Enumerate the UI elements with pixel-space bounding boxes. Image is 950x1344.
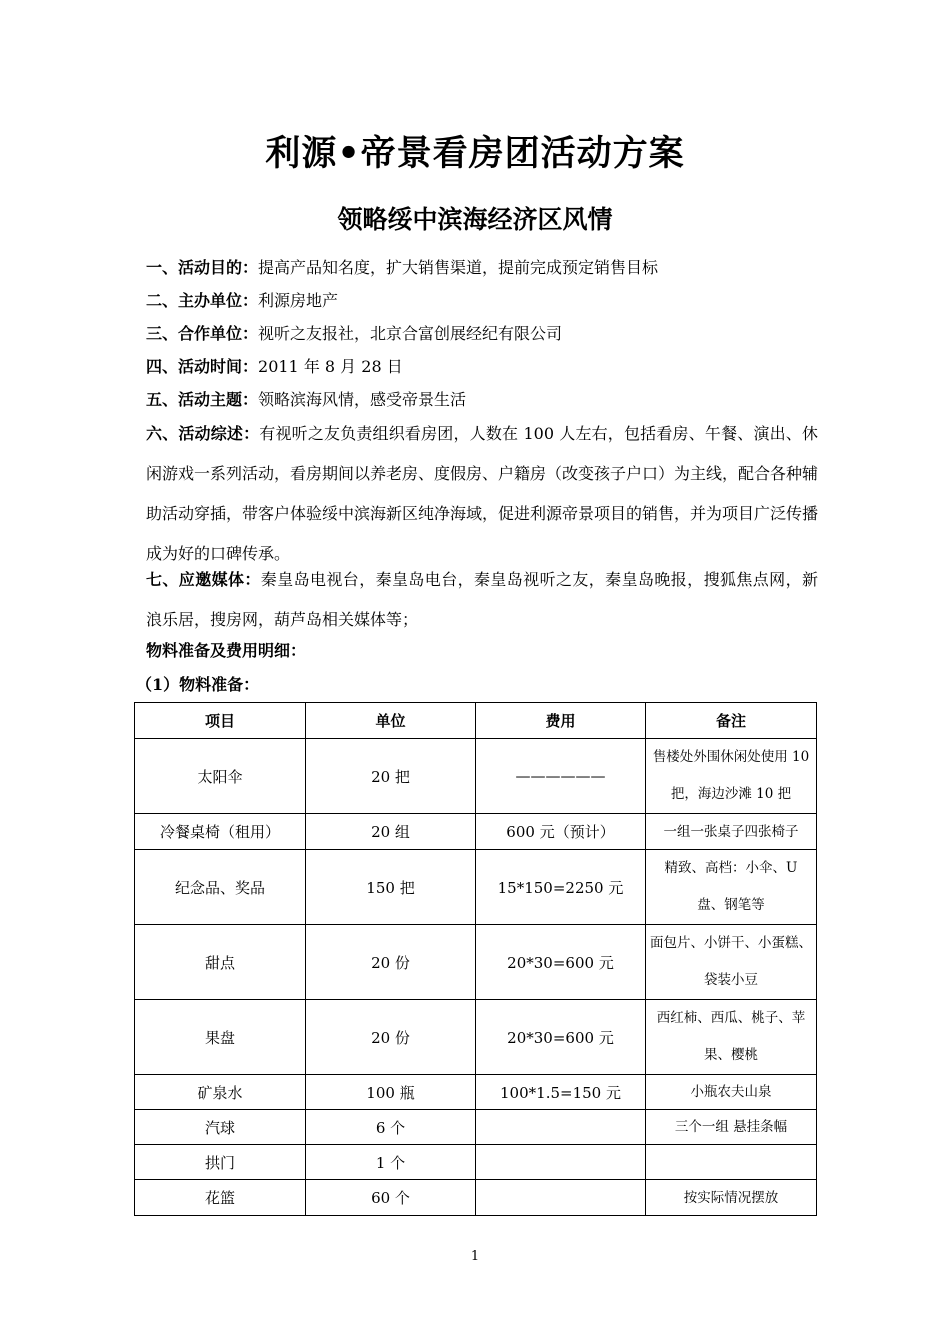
cell-cost <box>476 1145 646 1180</box>
cell-note <box>646 1145 817 1180</box>
section-partners <box>146 324 818 344</box>
cell-cost: 20*30=600 元 <box>476 1000 646 1075</box>
section-organizer <box>146 291 818 311</box>
section-overview <box>146 414 818 574</box>
cell-cost: 20*30=600 元 <box>476 925 646 1000</box>
section-text: 利源房地产 <box>258 291 339 310</box>
cell-unit: 150 把 <box>306 850 476 925</box>
section-date <box>146 357 818 377</box>
table-row <box>135 850 817 925</box>
materials-subheading: （1）物料准备： <box>136 675 260 694</box>
cell-cost: —————— <box>476 739 646 814</box>
section-purpose <box>146 258 818 278</box>
cell-cost <box>476 1110 646 1145</box>
cell-item: 汽球 <box>135 1110 306 1145</box>
cell-unit: 60 个 <box>306 1180 476 1216</box>
section-label: 二、主办单位： <box>146 291 259 310</box>
cell-item: 果盘 <box>135 1000 306 1075</box>
cell-cost <box>476 1180 646 1216</box>
cell-note: 小瓶农夫山泉 <box>646 1075 817 1110</box>
cell-note: 西红柿、西瓜、桃子、苹果、樱桃 <box>646 1000 817 1075</box>
section-text: 有视听之友负责组织看房团，人数在 100 人左右，包括看房、午餐、演出、休闲游戏一系列活动，看房期间以养老房、度假房、户籍房（改变孩子户口）为主线，配合各种辅助活动穿插，带客户体验绥中滨海新区纯净海域，促进利源帝景项目的销售，并为项目广泛传播成为好的口碑传承。 <box>146 424 819 563</box>
section-label: 六、活动综述： <box>146 424 260 443</box>
table-row <box>135 1075 817 1110</box>
cell-item: 太阳伞 <box>135 739 306 814</box>
header-cost: 费用 <box>476 703 646 739</box>
section-text: 视听之友报社，北京合富创展经纪有限公司 <box>258 324 563 343</box>
table-row <box>135 814 817 850</box>
materials-heading: 物料准备及费用明细： <box>146 641 307 660</box>
table-row <box>135 1145 817 1180</box>
cell-item: 矿泉水 <box>135 1075 306 1110</box>
table-row <box>135 1000 817 1075</box>
section-text: 领略滨海风情，感受帝景生活 <box>258 390 467 409</box>
cell-cost: 600 元（预计） <box>476 814 646 850</box>
section-text: 提高产品知名度，扩大销售渠道，提前完成预定销售目标 <box>258 258 659 277</box>
document-title: 利源•帝景看房团活动方案 <box>265 133 685 174</box>
cell-note: 售楼处外围休闲处使用 10 把，海边沙滩 10 把 <box>646 739 817 814</box>
table-row <box>135 1110 817 1145</box>
cell-note: 一组一张桌子四张椅子 <box>646 814 817 850</box>
cell-item: 花篮 <box>135 1180 306 1216</box>
cell-cost: 100*1.5=150 元 <box>476 1075 646 1110</box>
table-row <box>135 1180 817 1216</box>
section-label: 三、合作单位： <box>146 324 259 343</box>
cell-unit: 100 瓶 <box>306 1075 476 1110</box>
cell-unit: 20 组 <box>306 814 476 850</box>
header-item: 项目 <box>135 703 306 739</box>
cell-note: 按实际情况摆放 <box>646 1180 817 1216</box>
section-text: 秦皇岛电视台，秦皇岛电台，秦皇岛视听之友，秦皇岛晚报，搜狐焦点网，新浪乐居，搜房网，葫芦岛相关媒体等； <box>146 570 818 629</box>
cell-item: 冷餐桌椅（租用） <box>135 814 306 850</box>
section-label: 一、活动目的： <box>146 258 259 277</box>
cell-item: 拱门 <box>135 1145 306 1180</box>
table-row <box>135 925 817 1000</box>
cell-note: 三个一组 悬挂条幅 <box>646 1110 817 1145</box>
section-theme <box>146 390 818 410</box>
section-label: 五、活动主题： <box>146 390 259 409</box>
cell-cost: 15*150=2250 元 <box>476 850 646 925</box>
cell-unit: 6 个 <box>306 1110 476 1145</box>
section-text: 2011 年 8 月 28 日 <box>258 357 403 376</box>
cell-unit: 1 个 <box>306 1145 476 1180</box>
cell-item: 纪念品、奖品 <box>135 850 306 925</box>
document-subtitle: 领略绥中滨海经济区风情 <box>337 205 613 234</box>
section-label: 七、应邀媒体： <box>146 570 261 589</box>
cell-unit: 20 份 <box>306 1000 476 1075</box>
section-media <box>146 560 818 640</box>
cell-note: 精致、高档：小伞、U 盘、钢笔等 <box>646 850 817 925</box>
header-note: 备注 <box>646 703 817 739</box>
page-number: 1 <box>470 1249 480 1264</box>
header-unit: 单位 <box>306 703 476 739</box>
cell-unit: 20 把 <box>306 739 476 814</box>
section-label: 四、活动时间： <box>146 357 259 376</box>
cell-unit: 20 份 <box>306 925 476 1000</box>
table-row <box>135 739 817 814</box>
table-header-row <box>135 703 817 739</box>
materials-table <box>134 702 817 1216</box>
cell-item: 甜点 <box>135 925 306 1000</box>
cell-note: 面包片、小饼干、小蛋糕、袋装小豆 <box>646 925 817 1000</box>
